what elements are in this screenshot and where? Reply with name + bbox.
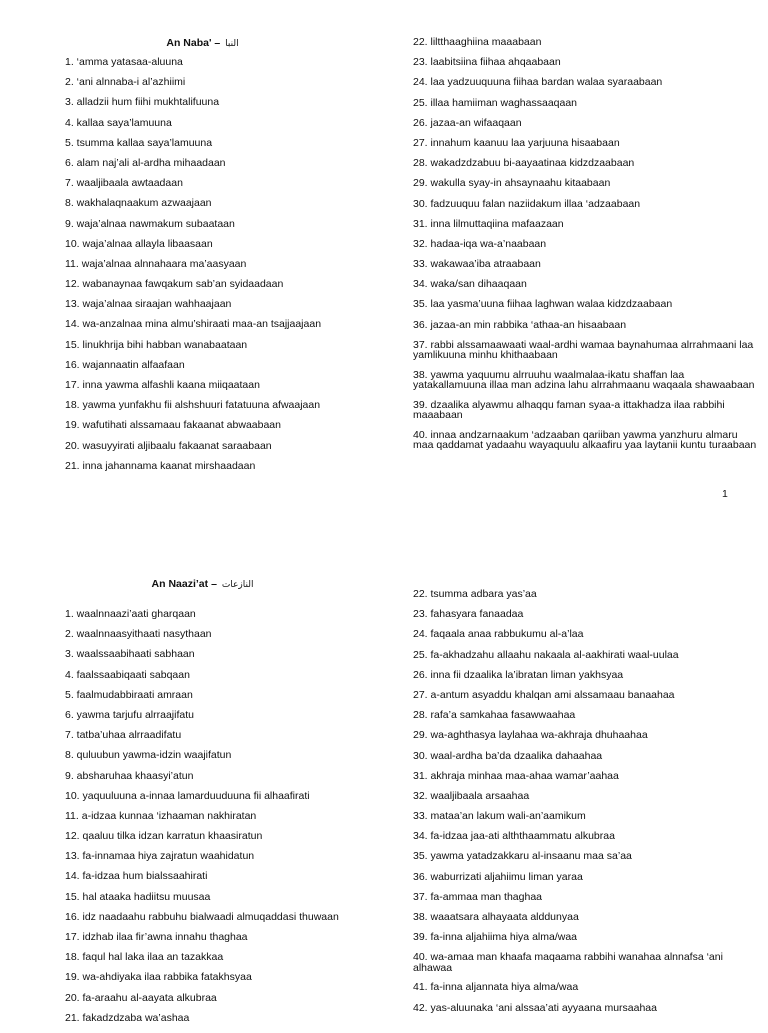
verse-line: 14. wa-anzalnaa mina almu’shiraati maa-an tsajjaajaan — [65, 318, 322, 331]
verse-line: 23. fahasyara fanaadaa — [413, 608, 524, 621]
surah-title — [65, 578, 340, 590]
verse-line: 5. tsumma kallaa saya’lamuuna — [65, 136, 213, 149]
surah-title-arabic: النبا — [225, 38, 239, 48]
verse-line: 13. waja’alnaa siraajan wahhaajaan — [65, 298, 232, 311]
surah-title — [65, 37, 340, 49]
verse-line: 31. akhraja minhaa maa-ahaa wamar’aahaa — [413, 769, 619, 782]
verse-line: 3. waalssaabihaati sabhaan — [65, 648, 195, 661]
verse-line: 3. alladzii hum fiihi mukhtalifuuna — [65, 96, 220, 109]
verse-line: 27. a-antum asyaddu khalqan ami alssamaau banaahaa — [413, 688, 675, 701]
verse-line: 38. waaatsara alhayaata alddunyaa — [413, 911, 579, 923]
verse-line: 10. yaquuluuna a-innaa lamarduuduuna fii alhaafirati — [65, 789, 310, 802]
title-separator: – — [211, 578, 217, 590]
verse-line: 36. waburrizati aljahiimu liman yaraa — [413, 870, 583, 883]
verse-line: 10. waja’alnaa allayla libaasaan — [65, 237, 213, 250]
verse-line: 1. waalnnaazi’aati gharqaan — [65, 608, 196, 620]
verse-line: 4. faalssaabiqaati sabqaan — [65, 668, 190, 681]
verse-line: 28. wakadzdzabuu bi-aayaatinaa kidzdzaabaan — [413, 157, 635, 170]
verse-line: 37. fa-ammaa man thaghaa — [413, 890, 542, 903]
verse-line: 25. fa-akhadzahu allaahu nakaala al-aakhirati waal-uulaa — [413, 648, 679, 661]
verse-line: 20. fa-araahu al-aayata alkubraa — [65, 991, 217, 1004]
verse-line: 29. wa-aghthasya laylahaa wa-akhraja dhuhaahaa — [413, 729, 648, 742]
surah-title-latin: An Naba' — [166, 37, 212, 49]
verse-line: 23. laabitsiina fiihaa ahqaabaan — [413, 56, 561, 69]
verse-line: 1. ‘amma yatasaa-aluuna — [65, 56, 183, 68]
verse-line: 19. wa-ahdiyaka ilaa rabbika fatakhsyaa — [65, 971, 252, 984]
verse-line: 18. yawma yunfakhu fii alshshuuri fatatuuna afwaajaan — [65, 399, 321, 412]
verse-line: 26. inna fii dzaalika la’ibratan liman yakhsyaa — [413, 668, 624, 681]
verse-column-right — [413, 37, 758, 460]
verse-line: 30. fadzuuquu falan naziidakum illaa ‘adzaabaan — [413, 197, 641, 210]
verse-line: 26. jazaa-an wifaaqaan — [413, 116, 522, 129]
verse-line: 2. waalnnaasyithaati nasythaan — [65, 628, 212, 641]
verse-line: 33. wakawaa’iba atraabaan — [413, 258, 541, 271]
verse-line: 17. inna yawma alfashli kaana miiqaataan — [65, 379, 260, 391]
verse-line: 32. waaljibaala arsaahaa — [413, 789, 530, 802]
verse-line: 7. waaljibaala awtaadaan — [65, 177, 183, 190]
verse-line: 11. waja’alnaa alnnahaara ma’aasyaan — [65, 257, 247, 270]
verse-line: 5. faalmudabbiraati amraan — [65, 688, 193, 701]
verse-line: 22. tsumma adbara yas’aa — [413, 588, 537, 600]
verse-line: 20. wasuyyirati aljibaalu fakaanat saraabaan — [65, 439, 272, 452]
verse-column-left — [65, 609, 395, 1033]
verse-line: 6. yawma tarjufu alrraajifatu — [65, 708, 194, 721]
verse-line: 16. wajannaatin alfaafaan — [65, 358, 185, 371]
verse-line: 35. yawma yatadzakkaru al-insaanu maa sa’aa — [413, 850, 632, 863]
verse-line: 21. inna jahannama kaanat mirshaadaan — [65, 459, 256, 472]
verse-line: 39. dzaalika alyawmu alhaqqu faman syaa-a ittakhadza ilaa rabbihi maaabaan — [413, 398, 725, 422]
surah-title-arabic: النازعات — [221, 579, 254, 589]
verse-line: 28. rafa’a samkahaa fasawwaahaa — [413, 709, 576, 722]
verse-line: 17. idzhab ilaa fir’awna innahu thaghaa — [65, 931, 248, 943]
verse-line: 6. alam naj’ali al-ardha mihaadaan — [65, 156, 226, 169]
surah-title-latin: An Naazi’at — [151, 578, 209, 590]
verse-line: 39. fa-inna aljahiima hiya alma/waa — [413, 931, 578, 944]
verse-line: 29. wakulla syay-in ahsaynaahu kitaabaan — [413, 177, 611, 190]
page-number: 1 — [722, 488, 728, 500]
verse-line: 15. hal ataaka hadiitsu muusaa — [65, 890, 211, 903]
verse-line: 35. laa yasma’uuna fiihaa laghwan walaa kidzdzaabaan — [413, 298, 673, 311]
verse-line: 2. ‘ani alnnaba-i al’azhiimi — [65, 76, 186, 89]
document-page-2 — [0, 568, 768, 1024]
verse-line: 24. faqaala anaa rabbukumu al-a’laa — [413, 628, 584, 641]
verse-line: 12. qaaluu tilka idzan karratun khaasiratun — [65, 830, 263, 843]
verse-line: 41. fa-inna aljannata hiya alma/waa — [413, 981, 579, 994]
verse-line: 18. faqul hal laka ilaa an tazakkaa — [65, 951, 224, 964]
verse-line: 30. waal-ardha ba’da dzaalika dahaahaa — [413, 749, 603, 762]
verse-line: 4. kallaa saya’lamuuna — [65, 116, 172, 129]
title-separator: – — [214, 37, 221, 49]
verse-line: 19. wafutihati alssamaau fakaanat abwaabaan — [65, 419, 281, 432]
verse-line: 34. fa-idzaa jaa-ati alththaammatu alkubraa — [413, 830, 615, 843]
verse-column-right — [413, 589, 758, 1023]
verse-line: 37. rabbi alssamaawaati waal-ardhi wamaa baynahumaa alrrahmaani laa yamlikuuna minhu khithaabaan — [413, 338, 754, 362]
verse-line: 14. fa-idzaa hum bialssaahirati — [65, 870, 208, 883]
verse-line: 31. inna lilmuttaqiina mafaazaan — [413, 217, 564, 230]
verse-line: 38. yawma yaquumu alrruuhu waalmalaa-ikatu shaffan laa yatakallamuuna illaa man adzina lahu alrrahmaanu waqaala shawaabaan — [413, 368, 755, 392]
verse-line: 16. idz naadaahu rabbuhu bialwaadi almuqaddasi thuwaan — [65, 910, 339, 923]
verse-line: 34. waka/san dihaaqaan — [413, 278, 527, 291]
verse-line: 42. yas-aluunaka ‘ani alssaa’ati ayyaana mursaahaa — [413, 1001, 657, 1014]
verse-line: 33. mataa’an lakum wali-an’aamikum — [413, 810, 586, 823]
verse-line: 11. a-idzaa kunnaa ‘izhaaman nakhiratan — [65, 809, 257, 822]
verse-line: 22. liltthaaghiina maaabaan — [413, 36, 542, 48]
verse-line: 24. laa yadzuuquuna fiihaa bardan walaa syaraabaan — [413, 76, 663, 89]
verse-line: 40. innaa andzarnaakum ‘adzaaban qariiban yawma yanzhuru almaru maa qaddamat yadaahu wayaquulu alkaafiru yaa laytanii kuntu turaabaan — [413, 428, 757, 452]
verse-line: 32. hadaa-iqa wa-a’naabaan — [413, 237, 547, 250]
verse-column-left — [65, 57, 395, 481]
verse-line: 15. linukhrija bihi habban wanabaataan — [65, 338, 248, 351]
verse-line: 8. quluubun yawma-idzin waajifatun — [65, 749, 232, 762]
verse-line: 13. fa-innamaa hiya zajratun waahidatun — [65, 850, 255, 863]
verse-line: 9. waja’alnaa nawmakum subaataan — [65, 217, 235, 230]
verse-line: 25. illaa hamiiman waghassaaqaan — [413, 96, 578, 109]
verse-line: 36. jazaa-an min rabbika ‘athaa-an hisaabaan — [413, 318, 627, 331]
verse-line: 7. tatba’uhaa alrraadifatu — [65, 729, 182, 742]
verse-line: 8. wakhalaqnaakum azwaajaan — [65, 197, 212, 210]
verse-line: 27. innahum kaanuu laa yarjuuna hisaabaan — [413, 136, 620, 149]
verse-line: 12. wabanaynaa fawqakum sab’an syidaadaan — [65, 278, 284, 291]
verse-line: 40. wa-amaa man khaafa maqaama rabbihi wanahaa alnnafsa ‘ani alhawaa — [413, 951, 723, 974]
verse-line: 9. absharuhaa khaasyi’atun — [65, 769, 194, 782]
verse-line: 21. fakadzdzaba wa’ashaa — [65, 1011, 190, 1024]
